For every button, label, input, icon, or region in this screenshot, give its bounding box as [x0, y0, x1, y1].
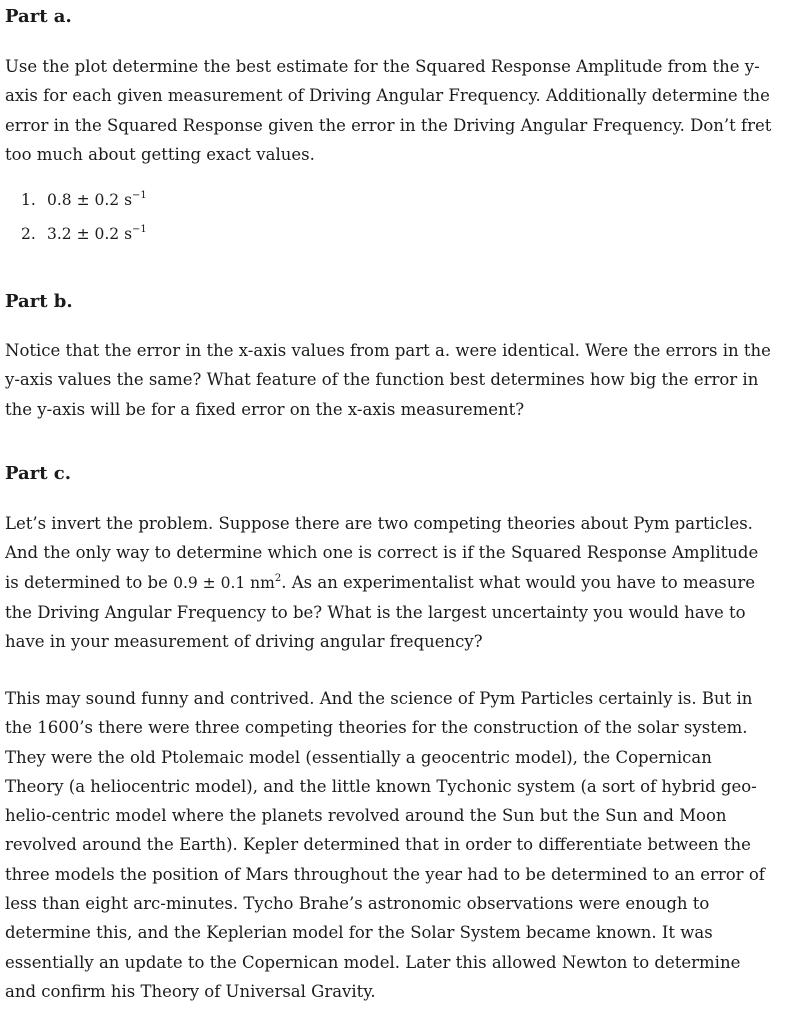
part-c-text-after: . As an experimentalist what would you have to measure the Driving Angular Frequency to be? What is the largest uncertainty you would have to have in your measurement of driving angular frequency? [5, 572, 755, 652]
part-c-paragraph [5, 509, 775, 656]
list-item-exponent: −1 [132, 190, 147, 201]
list-item-exponent: −1 [132, 224, 147, 235]
list-item-value: 0.8 ± 0.2 s [47, 191, 133, 209]
part-a-paragraph: Use the plot determine the best estimate for the Squared Response Amplitude from the y-axis for each given measurement of Driving Angular Frequency. Additionally determine the error in the Squared Response given the error in the Driving Angular Frequency. Don’t fret too much about getting exact values. [5, 57, 772, 164]
list-item [21, 217, 147, 251]
part-c-paragraph-2: This may sound funny and contrived. And the science of Pym Particles certainly is. But in the 1600’s there were three competing theories for the construction of the solar system. They were the old Ptolemaic model (essentially a geocentric model), the Copernican Theory (a heliocentric model), and the little known Tychonic system (a sort of hybrid geo-helio-centric model where the planets revolved around the Sun but the Sun and Moon revolved around the Earth). Kepler determined that in order to differentiate between the three models the position of Mars throughout the year had to be determined to an error of less than eight arc-minutes. Tycho Brahe’s astronomic observations were enough to determine this, and the Keplerian model for the Solar System became known. It was essentially an update to the Copernican model. Later this allowed Newton to determine and confirm his Theory of Universal Gravity. [5, 689, 765, 1001]
part-c-math-exponent: 2 [274, 572, 282, 584]
part-b-paragraph: Notice that the error in the x-axis values from part a. were identical. Were the errors in the y-axis values the same? What feature of the function best determines how big the error in the y-axis will be for a fixed error on the x-axis measurement? [5, 341, 771, 419]
part-c-heading: Part c. [5, 463, 72, 484]
part-a-heading: Part a. [5, 6, 72, 27]
part-c-math-value: 0.9 ± 0.1 nm [173, 573, 275, 592]
part-b-heading: Part b. [5, 291, 73, 312]
list-item-number: 1. [21, 191, 36, 209]
part-a-list [21, 183, 147, 251]
part-c-text-before: Let’s invert the problem. Suppose there are two competing theories about Pym particles. And the only way to determine which one is correct is if the Squared Response Amplitude is determined to be [5, 514, 759, 592]
list-item-number: 2. [21, 225, 36, 243]
list-item-value: 3.2 ± 0.2 s [47, 225, 133, 243]
list-item [21, 183, 147, 217]
